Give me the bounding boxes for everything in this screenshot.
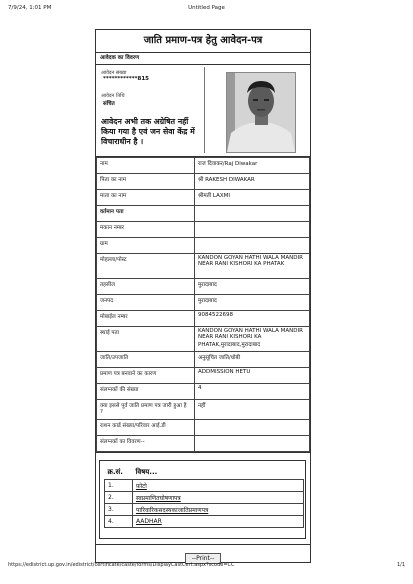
browser-print-footer xyxy=(8,562,405,572)
pending-message: आवेदन अभी तक अग्रेषित नहीं किया गया है एवं जन सेवा केंद्र में विचाराधीन है । xyxy=(101,117,195,146)
application-number-label: आवेदन संख्या xyxy=(101,70,127,76)
caste-certificate-application xyxy=(95,29,311,563)
application-date-label: आवेदन तिथि xyxy=(101,93,125,99)
print-datetime: 7/9/24, 1:01 PM xyxy=(8,5,52,11)
application-number-field xyxy=(98,70,149,82)
detail-row-district: जनपद मुरादाबाद xyxy=(97,295,310,311)
detail-row-mother-name: माता का नाम श्रीमती LAXMI xyxy=(97,190,310,206)
print-button[interactable]: --Print-- xyxy=(185,553,221,564)
attachment-row: 2. स्वप्रमाणितघोषणापत्र xyxy=(105,492,304,504)
detail-row-mobile: मोबाईल नम्बर 9084522698 xyxy=(97,311,310,327)
detail-row-current-address: वर्तमान पता xyxy=(97,206,310,222)
applicant-photo xyxy=(226,72,296,153)
section-title: आवेदक का विवरण xyxy=(96,53,310,65)
attachment-link-family-caste-certificate[interactable]: पारिवारिकसदस्यकाजातिप्रमाणपत्र xyxy=(136,506,209,514)
detail-row-father-name: पिता का नाम श्री RAKESH DIWAKAR xyxy=(97,174,310,190)
attachment-link-aadhar[interactable]: AADHAR xyxy=(136,518,162,525)
attachments-box xyxy=(99,460,306,539)
page-number: 1/1 xyxy=(396,562,405,568)
form-title: जाति प्रमाण-पत्र हेतु आवेदन-पत्र xyxy=(96,30,310,53)
detail-row-tehsil: तहसील मुरादाबाद xyxy=(97,279,310,295)
attachment-link-self-declaration[interactable]: स्वप्रमाणितघोषणापत्र xyxy=(136,494,181,502)
detail-row-caste: जाति/उपजाति अनुसूचित जाति/धोबी xyxy=(97,352,310,368)
print-row xyxy=(96,544,310,562)
application-meta xyxy=(98,67,205,153)
serial-header: क्र.सं. xyxy=(107,467,123,476)
detail-row-permanent-address: स्थाई पता KANDON GOYAN HATHI WALA MANDIR NEAR RANI KISHORI KA PHATAK,मुरादाबाद,मुरादाबाद xyxy=(97,327,310,352)
detail-row-house-number: मकान नम्बर xyxy=(97,222,310,238)
applicant-photo-image xyxy=(227,73,295,152)
browser-print-header xyxy=(8,5,405,17)
applicant-summary xyxy=(96,65,310,157)
applicant-details-table xyxy=(96,157,310,452)
detail-row-attachment-details: संलग्नकों का विवरण-- xyxy=(97,436,310,452)
attachment-row: 3. पारिवारिकसदस्यकाजातिप्रमाणपत्र xyxy=(105,504,304,516)
page-url: https://edistrict.up.gov.in/edistrict/certificate/caste/forms/DisplayCastCert.aspx?scode=CC xyxy=(8,562,235,568)
application-number: ************815 xyxy=(103,76,149,82)
attachments-section xyxy=(96,452,310,544)
detail-row-attachment-count: संलग्नकों की संख्या 4 xyxy=(97,384,310,400)
attachment-link-photo[interactable]: फ़ोटो xyxy=(136,482,147,490)
attachment-row: 1. फ़ोटो xyxy=(105,480,304,492)
detail-row-locality: मोहल्ला/पोस्ट KANDON GOYAN HATHI WALA MANDIR NEAR RANI KISHORI KA PHATAK xyxy=(97,254,310,279)
detail-row-reason: प्रमाण पत्र बनवाने का कारण ADDMISSION HETU xyxy=(97,368,310,384)
attachment-row: 4. AADHAR xyxy=(105,516,304,528)
detail-row-previous-certificate: क्या इससे पूर्व जाति प्रमाण पत्र जारी हुआ है ? नहीं xyxy=(97,400,310,420)
attachments-table xyxy=(104,465,304,528)
page-tab-title: Untitled Page xyxy=(188,5,225,11)
application-date: संचित xyxy=(103,101,115,107)
subject-header: विषय... xyxy=(135,467,158,476)
detail-row-village: ग्राम xyxy=(97,238,310,254)
detail-row-ration-card: राशन कार्ड संख्या/परिवार आई.डी xyxy=(97,420,310,436)
attachments-header xyxy=(105,465,304,480)
detail-row-name: नाम राज दिवाकर/Raj Diwakar xyxy=(97,158,310,174)
application-date-field xyxy=(98,93,125,107)
